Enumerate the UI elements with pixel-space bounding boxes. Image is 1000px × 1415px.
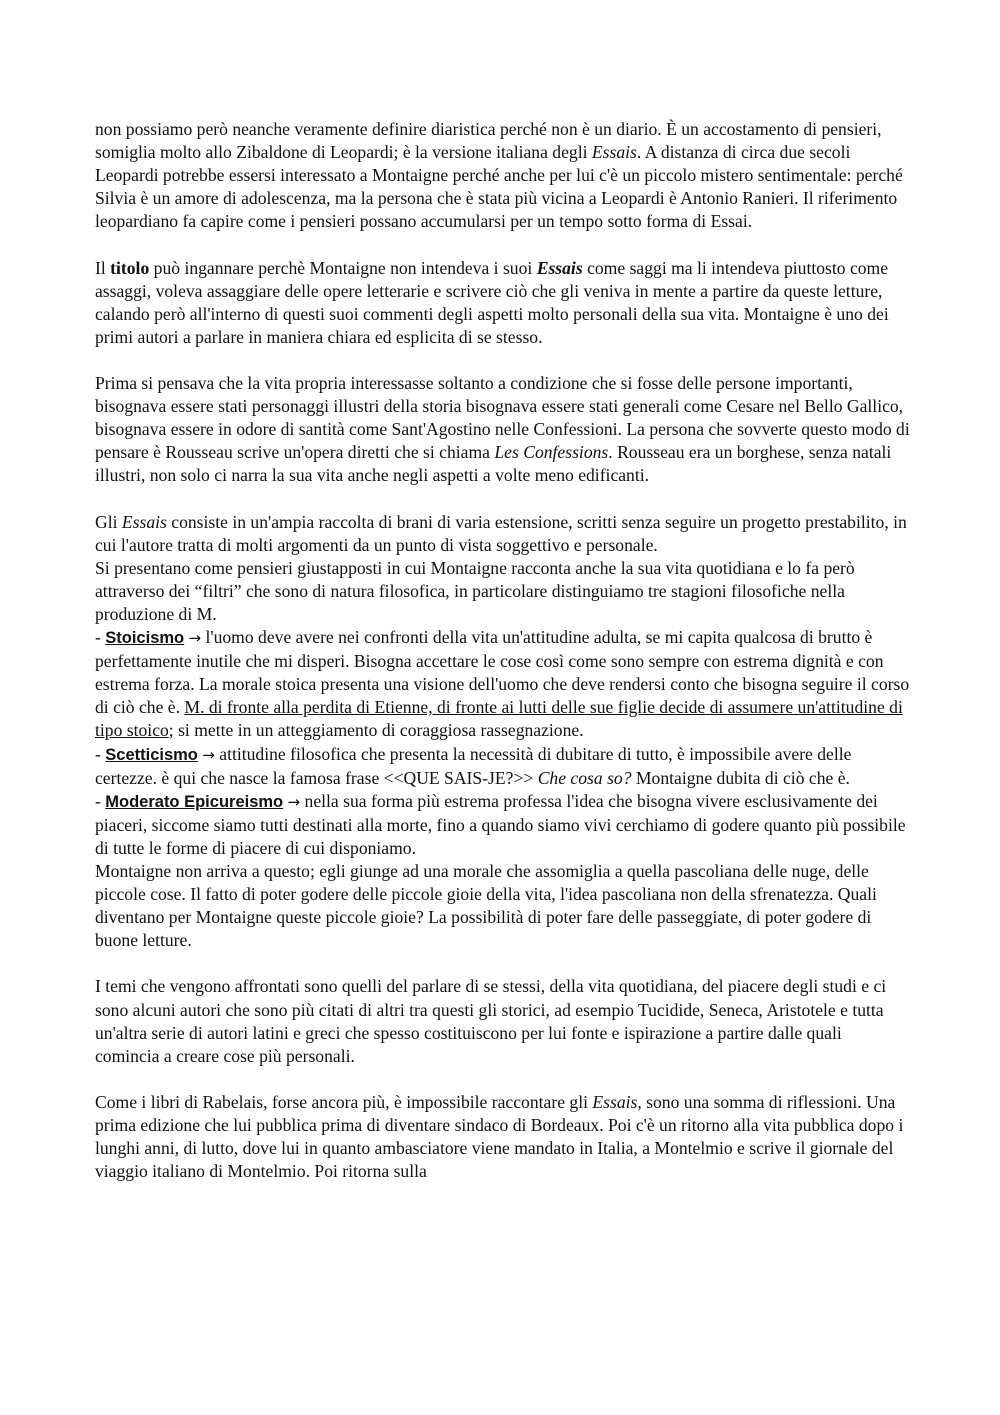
essais-title: Essais, xyxy=(592,1091,642,1112)
essais-title: Essais xyxy=(121,511,167,532)
text: . A distanza di circa due secoli Leopardi potrebbe essersi interessato a Montaigne perché anche per lui c'è un piccolo mistero sentimentale: perché Silvia è un amore di adolescenza, ma la persona che è stata più vicina a Leopardi è Antonio Ranieri. Il riferimento leopardiano fa capire come i pensieri possano accumularsi per un tempo sotto forma di Essai. xyxy=(95,142,903,232)
text: l'uomo deve avere nei confronti della vita un'attitudine adulta, se mi capita qualcosa di brutto è perfettamente inutile che mi disperi. Bisogna accettare le cose così come sono sempre con estrema dignità e con estrema forza. La morale stoica presenta una visione dell'uomo che deve rendersi conto che bisogna seguire il corso di ciò che è. xyxy=(95,627,910,718)
essais-title: Essais xyxy=(591,142,637,163)
text: Gli xyxy=(95,511,122,532)
essais-intro xyxy=(95,511,910,557)
essais-title: Essais xyxy=(536,257,583,278)
text: attitudine filosofica che presenta la necessità di dubitare di tutto, è impossibile avere delle certezze. è qui che nasce la famosa frase <<QUE SAIS-JE?>> xyxy=(95,743,852,788)
underlined-text: M. di fronte alla perdita di Etienne, di fronte ai lutti delle sue figlie decide di assumere un'attitudine di tipo stoico xyxy=(95,697,903,741)
text: nella sua forma più estrema professa l'idea che bisogna vivere esclusivamente dei piaceri, siccome siamo tutti destinati alla morte, fino a quando siamo vivi cerchiamo di godere quanto più possibile di tutte le forme di piacere di cui disponiamo. xyxy=(95,790,906,858)
text: consiste in un'ampia raccolta di brani di varia estensione, scritti senza seguire un progetto prestabilito, in cui l'autore tratta di molti argomenti da un punto di vista soggettivo e personale. xyxy=(95,511,907,555)
arrow-right-icon: → xyxy=(188,629,202,648)
dash: - xyxy=(95,790,106,811)
arrow-right-icon: → xyxy=(202,745,215,764)
arrow-right-icon: → xyxy=(287,792,301,811)
list-item-epicureismo xyxy=(95,790,910,860)
paragraph-rousseau xyxy=(95,372,910,487)
confessions-title: Les Confessions xyxy=(494,442,609,463)
dash: - xyxy=(95,627,106,648)
paragraph-intro xyxy=(95,118,910,233)
list-item-scetticismo xyxy=(95,743,910,790)
text: come saggi ma li intendeva piuttosto come assaggi, voleva assaggiare delle opere letterarie e scrivere ciò che gli veniva in mente a partire da queste letture, calando però all'interno di questi suoi commenti degli aspetti molto personali della sua vita. Montaigne è uno dei primi autori a parlare in maniera chiara ed esplicita di se stesso. xyxy=(95,257,889,347)
text: può ingannare perchè Montaigne non intendeva i suoi xyxy=(149,257,537,278)
stoicismo-heading: Stoicismo xyxy=(105,629,185,648)
text: Come i libri di Rabelais, forse ancora più, è impossibile raccontare gli xyxy=(95,1091,593,1112)
text: ; si mette in un atteggiamento di coraggiosa rassegnazione. xyxy=(168,720,584,741)
scetticismo-heading: Scetticismo xyxy=(105,745,198,764)
paragraph-rabelais xyxy=(95,1091,910,1183)
text: . Rousseau era un borghese, senza natali illustri, non solo ci narra la sua vita anche negli aspetti a volte meno edificanti. xyxy=(95,442,892,486)
list-item-stoicismo xyxy=(95,626,910,742)
epicureismo-heading: Moderato Epicureismo xyxy=(105,792,284,811)
text: non possiamo però neanche veramente definire diaristica perché non è un diario. È un accostamento di pensieri, somiglia molto allo Zibaldone di Leopardi; è la versione italiana degli xyxy=(95,119,882,163)
paragraph-titolo xyxy=(95,257,910,349)
essais-filtri: Si presentano come pensieri giustapposti in cui Montaigne racconta anche la sua vita quotidiana e lo fa però attraverso dei “filtri” che sono di natura filosofica, in particolare distinguiamo tre stagioni filosofiche nella produzione di M. xyxy=(95,557,855,624)
paragraph-essais-content xyxy=(95,511,910,953)
text: Il xyxy=(95,257,111,278)
text: sono una somma di riflessioni. Una prima edizione che lui pubblica prima di diventare sindaco di Bordeaux. Poi c'è un ritorno alla vita pubblica dopo i lunghi anni, di lutto, dove lui in quanto ambasciatore viene mandato in Italia, a Montelmio e scrive il giornale del viaggio italiano di Montelmio. Poi ritorna sulla xyxy=(95,1091,904,1182)
titolo-bold: titolo xyxy=(110,257,150,278)
text: Montaigne dubita di ciò che è. xyxy=(631,767,850,788)
text: Prima si pensava che la vita propria interessasse soltanto a condizione che si fosse delle persone importanti, bisognava essere stati personaggi illustri della storia bisognava essere stati generali come Cesare nel Bello Gallico, bisognava essere in odore di santità come Sant'Agostino nelle Confessioni. La persona che sovverte questo modo di pensare è Rousseau scrive un'opera diretti che si chiama xyxy=(95,373,910,463)
paragraph-temi: I temi che vengono affrontati sono quelli del parlare di se stessi, della vita quotidiana, del piacere degli studi e ci sono alcuni autori che sono più citati di altri tra questi gli storici, ad esempio Tucidide, Seneca, Aristotele e tutta un'altra serie di autori latini e greci che spesso costituiscono per lui fonte e ispirazione a partire dalle quali comincia a creare cose più personali. xyxy=(95,976,887,1066)
dash: - xyxy=(95,743,106,764)
che-cosa-so: Che cosa so? xyxy=(537,767,632,788)
essais-pascoli: Montaigne non arriva a questo; egli giunge ad una morale che assomiglia a quella pascoliana delle nuge, delle piccole cose. Il fatto di poter godere delle piccole gioie della vita, l'idea pascoliana non della sfrenatezza. Quali diventano per Montaigne queste piccole gioie? La possibilità di poter fare delle passeggiate, di poter godere di buone letture. xyxy=(95,861,877,951)
